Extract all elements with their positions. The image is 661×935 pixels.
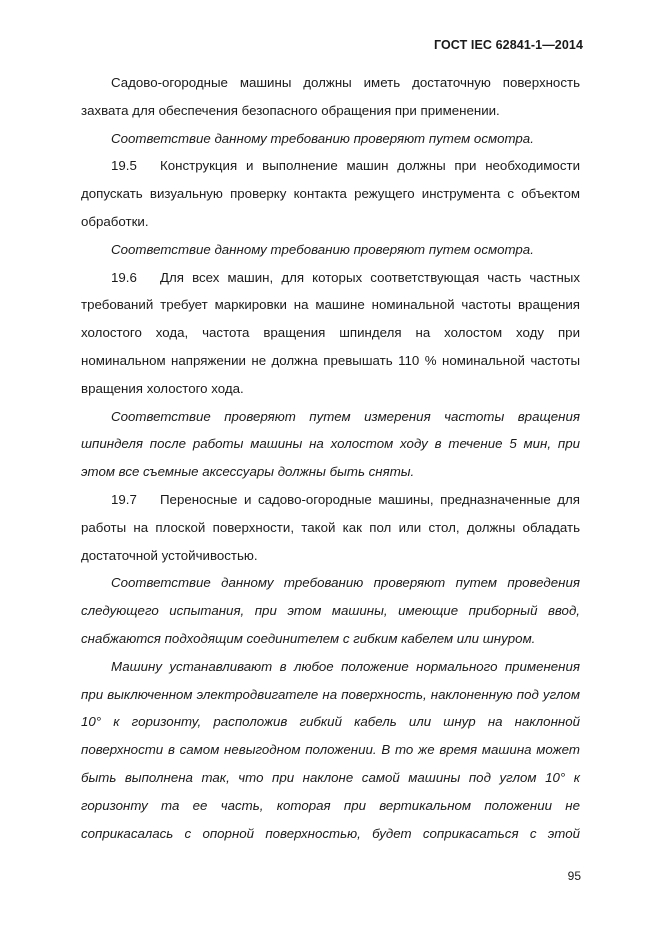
paragraph-compliance-inspection: Соответствие данному требованию проверяют путем осмотра. <box>111 130 534 146</box>
clause-19-6: 19.6 Для всех машин, для которых соответствующая часть частных требований требует маркировки на машине номинальной частоты вращения холостого хода, частота вращения шпинделя на холостом ходу при номинальном напряжении не должна превышать 110 % номинальной частоты вращения холостого хода. <box>81 264 580 403</box>
clause-number: 19.5 <box>111 158 137 174</box>
document-header: ГОСТ IEC 62841-1—2014 <box>433 38 583 52</box>
clause-number: 19.6 <box>111 269 137 285</box>
clause-number: 19.7 <box>111 491 137 507</box>
paragraph-compliance-stability-test: Соответствие данному требованию проверяют путем проведения следующего испытания, при этом машины, имеющие приборный ввод, снабжаются подходящим соединителем с гибким кабелем или шнуром. <box>81 575 580 646</box>
clause-19-5: 19.5 Конструкция и выполнение машин должны при необходимости допускать визуальную проверку контакта режущего инструмента с объектом обработки. <box>81 152 580 235</box>
page-number: 95 <box>567 869 581 883</box>
paragraph-test-procedure: Машину устанавливают в любое положение нормального применения при выключенном электродвигателе на поверхность, наклоненную под углом 10° к горизонту, расположив гибкий кабель или шнур на наклонной поверхности в самом невыгодном положении. В то же время машина может быть выполнена так, что при наклоне самой машины под углом 10° к горизонту та ее часть, которая при вертикальном положении не соприкасалась с опорной поверхностью, будет соприкасаться с этой <box>81 658 580 841</box>
document-body <box>81 69 580 847</box>
paragraph-compliance-speed-measurement: Соответствие проверяют путем измерения частоты вращения шпинделя после работы машины на холостом ходу в течение 5 мин, при этом все съемные аксессуары должны быть сняты. <box>81 408 580 480</box>
paragraph-grip-surface: Садово-огородные машины должны иметь достаточную поверхность захвата для обеспечения безопасного обращения при применении. <box>81 75 580 118</box>
clause-19-7: 19.7 Переносные и садово-огородные машины, предназначенные для работы на плоской поверхности, такой как пол или стол, должны обладать достаточной устойчивостью. <box>81 486 580 569</box>
paragraph-compliance-inspection: Соответствие данному требованию проверяют путем осмотра. <box>111 241 534 257</box>
